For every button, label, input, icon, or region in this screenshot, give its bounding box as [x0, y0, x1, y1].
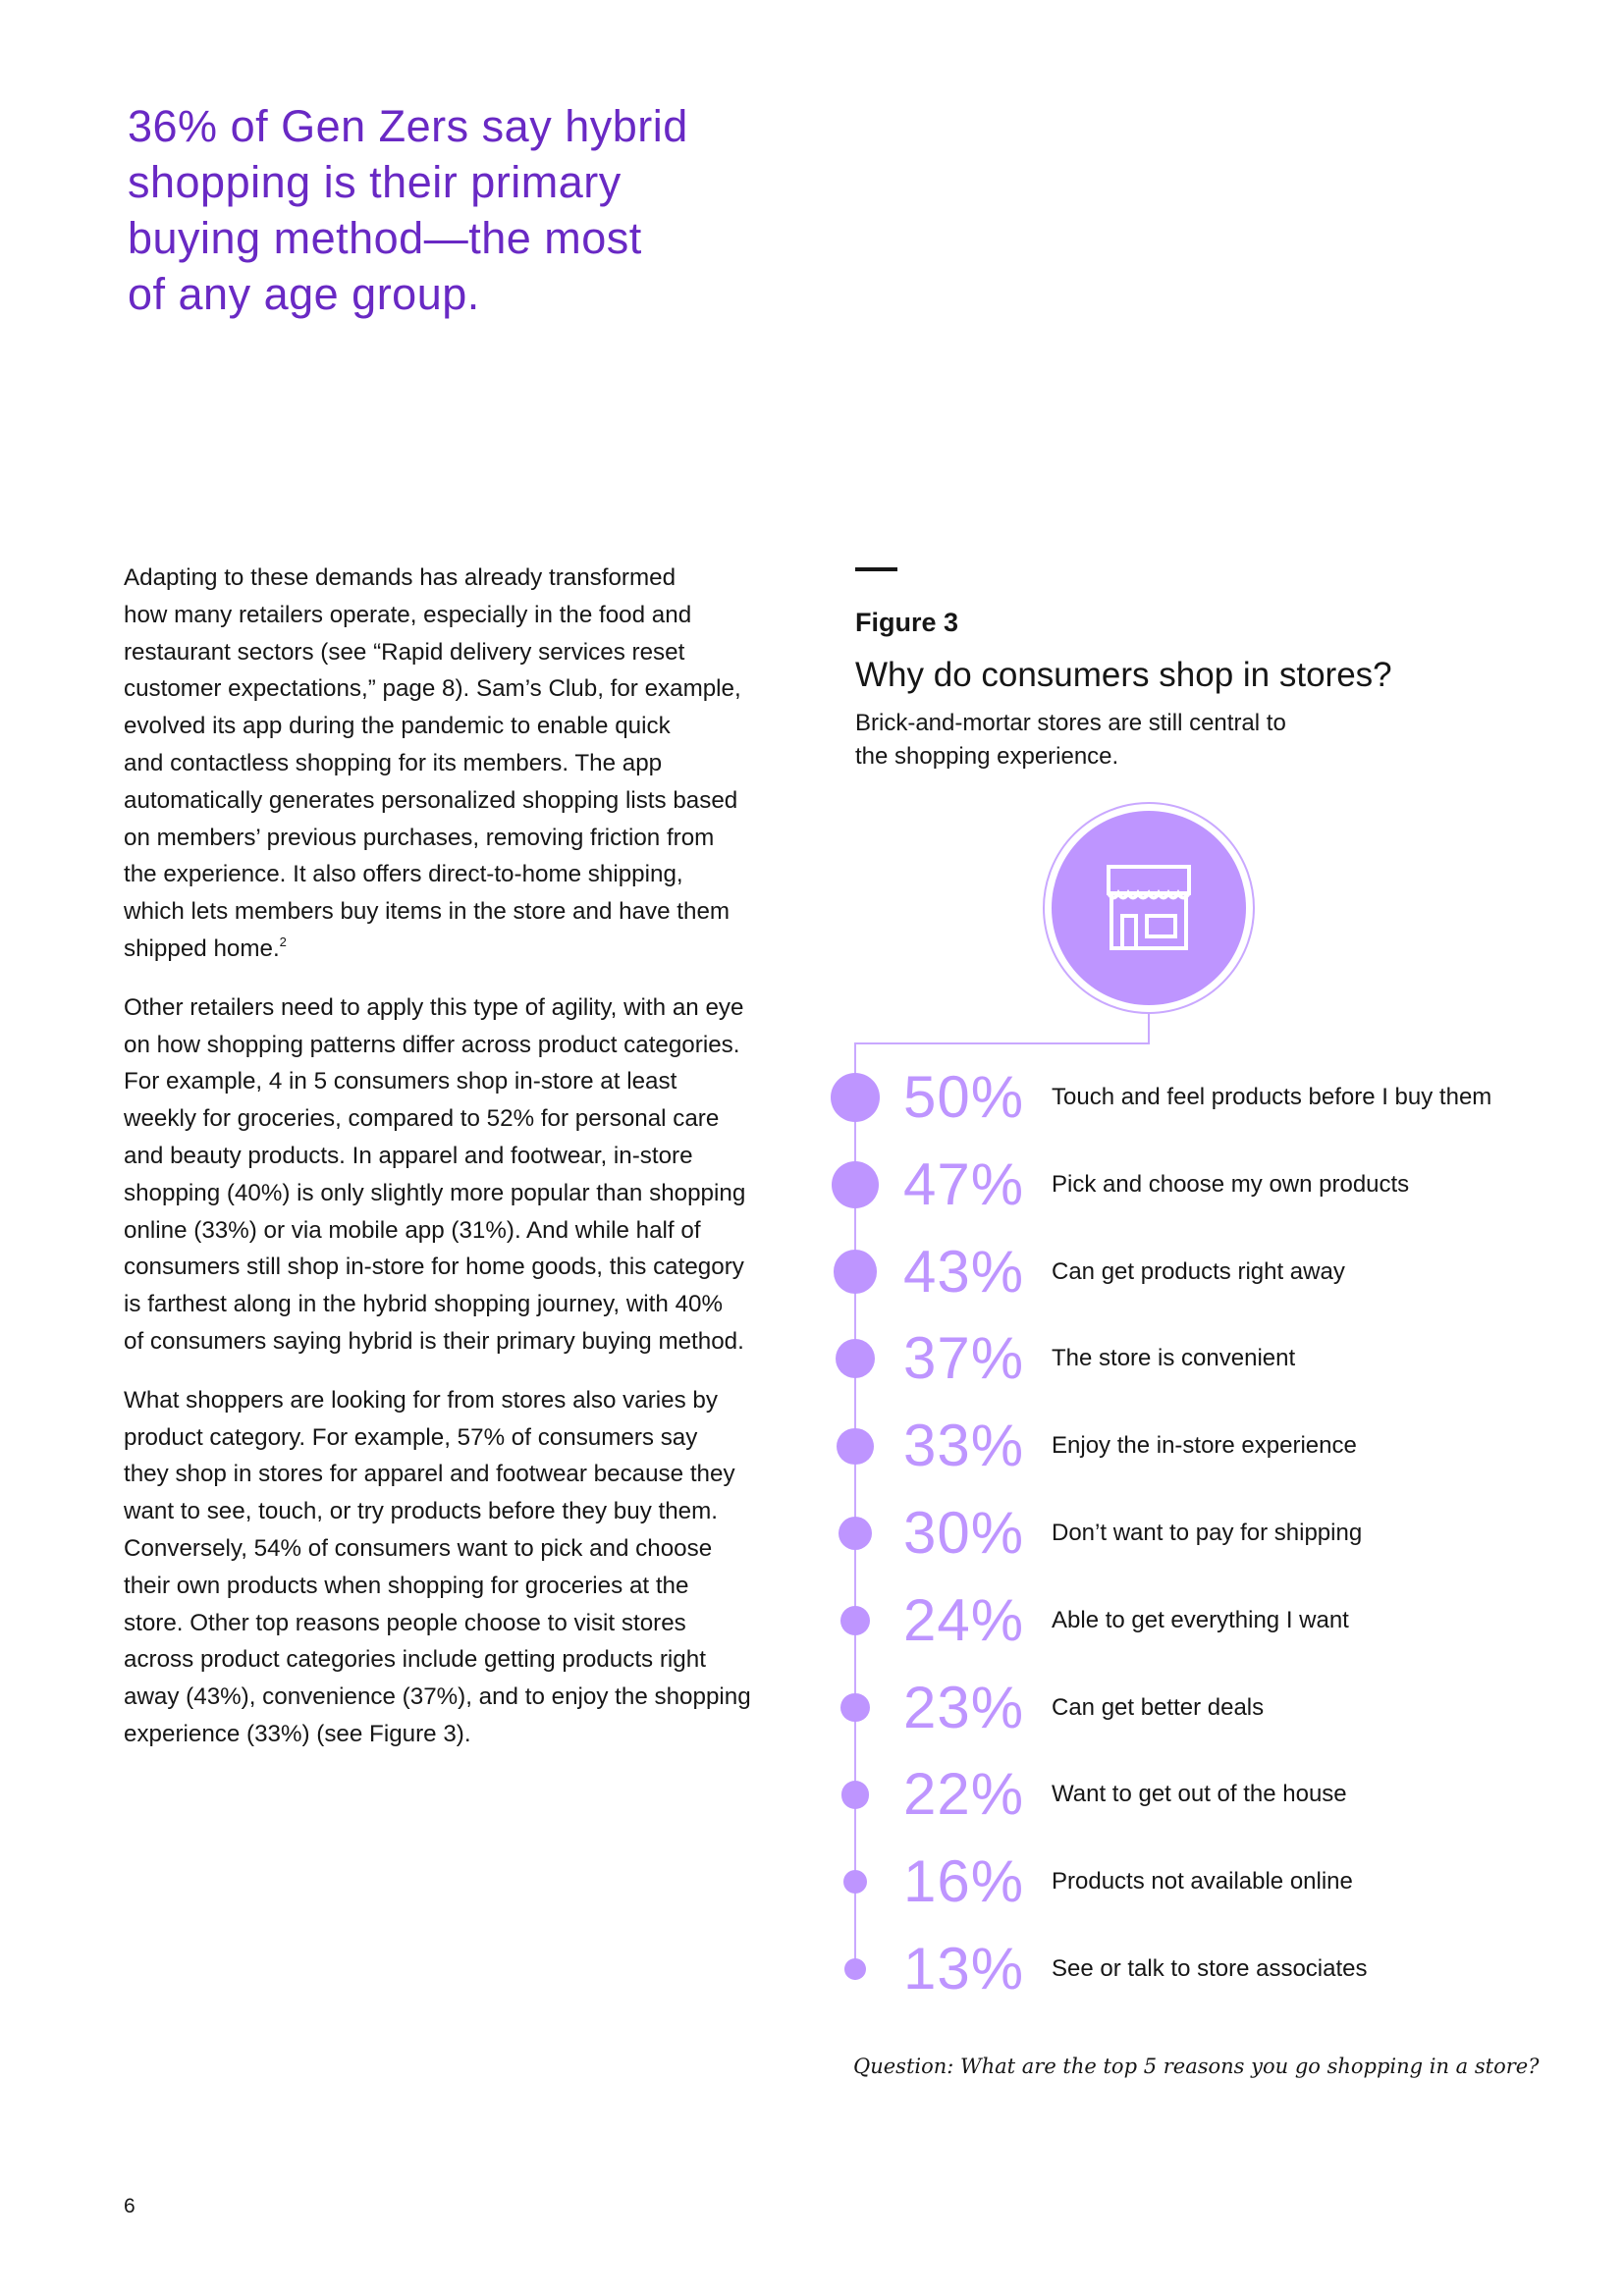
subtitle-line: Brick-and-mortar stores are still central to: [855, 710, 1286, 736]
reason-row: [825, 1581, 1532, 1660]
reason-label: Touch and feel products before I buy them: [1052, 1084, 1492, 1110]
reason-dot: [839, 1517, 873, 1551]
page-number: 6: [124, 2195, 135, 2217]
text-line: online (33%) or via mobile app (31%). And while half of: [124, 1216, 701, 1244]
reason-row: [825, 1058, 1532, 1137]
reason-row: [825, 1146, 1532, 1224]
reason-dot: [836, 1339, 875, 1378]
figure-question: Question: What are the top 5 reasons you go shopping in a store?: [853, 2055, 1540, 2078]
text-line: consumers still shop in-store for home goods, this category: [124, 1254, 744, 1281]
reason-dot: [831, 1073, 880, 1122]
text-line: is farthest along in the hybrid shopping journey, with 40%: [124, 1291, 723, 1318]
subtitle-line: the shopping experience.: [855, 743, 1119, 770]
text-line: and beauty products. In apparel and footwear, in-store: [124, 1142, 693, 1169]
reason-label: Products not available online: [1052, 1868, 1353, 1896]
text-line: evolved its app during the pandemic to enable quick: [124, 713, 671, 740]
footnote-marker[interactable]: 2: [279, 934, 287, 949]
reason-percent: 33%: [903, 1413, 1025, 1479]
reason-dot: [840, 1693, 870, 1723]
text-line: which lets members buy items in the store and have them: [124, 898, 731, 926]
pull-quote-line: of any age group.: [128, 269, 480, 319]
reason-row: [825, 1494, 1532, 1573]
pull-quote-line: 36% of Gen Zers say hybrid: [128, 101, 688, 151]
reason-label: Don’t want to pay for shipping: [1052, 1520, 1363, 1546]
figure-title: Why do consumers shop in stores?: [855, 656, 1392, 694]
reason-label: Pick and choose my own products: [1052, 1170, 1410, 1198]
reason-dot: [841, 1781, 870, 1809]
reason-label: Enjoy the in-store experience: [1052, 1432, 1357, 1460]
text-line: of consumers saying hybrid is their primary buying method.: [124, 1327, 744, 1355]
figure-label: Figure 3: [855, 608, 959, 637]
reason-label: Want to get out of the house: [1052, 1781, 1347, 1808]
reason-row: [825, 1669, 1532, 1747]
text-line: on how shopping patterns differ across product categories.: [124, 1031, 740, 1058]
reason-label: The store is convenient: [1052, 1345, 1296, 1372]
reason-percent: 24%: [903, 1586, 1025, 1653]
reason-percent: 47%: [903, 1150, 1025, 1217]
text-line: shopping (40%) is only slightly more popular than shopping: [124, 1179, 746, 1206]
reason-percent: 16%: [903, 1848, 1025, 1915]
reason-dot: [840, 1606, 870, 1635]
text-line: weekly for groceries, compared to 52% for personal care: [124, 1105, 720, 1133]
text-line: For example, 4 in 5 consumers shop in-store at least: [124, 1068, 677, 1095]
text-line: What shoppers are looking for from stores also varies by: [124, 1386, 718, 1414]
text-line: the experience. It also offers direct-to-home shipping,: [124, 861, 683, 888]
text-line: want to see, touch, or try products before they buy them.: [124, 1498, 719, 1525]
text-line: Conversely, 54% of consumers want to pick and choose: [124, 1534, 713, 1562]
reason-percent: 37%: [903, 1325, 1025, 1392]
reason-label: Can get products right away: [1052, 1257, 1345, 1285]
text-line: across product categories include getting products right: [124, 1646, 706, 1674]
reason-dot: [834, 1250, 878, 1294]
reason-row: [825, 1930, 1532, 2008]
text-line: Other retailers need to apply this type of agility, with an eye: [124, 993, 744, 1021]
reason-dot: [843, 1870, 867, 1894]
text-line: on members’ previous purchases, removing friction from: [124, 824, 715, 851]
reason-label: Can get better deals: [1052, 1693, 1265, 1721]
reason-dot: [844, 1958, 866, 1980]
text-line: how many retailers operate, especially in the food and: [124, 601, 692, 628]
text-line: restaurant sectors (see “Rapid delivery services reset: [124, 638, 685, 666]
text-line: experience (33%) (see Figure 3).: [124, 1720, 471, 1747]
reason-row: [825, 1842, 1532, 1921]
text-line: they shop in stores for apparel and footwear because they: [124, 1461, 735, 1488]
reason-percent: 22%: [903, 1761, 1025, 1828]
reason-percent: 50%: [903, 1064, 1025, 1130]
pull-quote-line: buying method—the most: [128, 213, 642, 263]
text-line: product category. For example, 57% of consumers say: [124, 1423, 698, 1451]
text-line: and contactless shopping for its members. The app: [124, 749, 663, 776]
reason-row: [825, 1755, 1532, 1834]
reason-row: [825, 1319, 1532, 1398]
reason-label: Able to get everything I want: [1052, 1606, 1349, 1633]
text-line: shipped home.: [124, 934, 280, 962]
text-line: customer expectations,” page 8). Sam’s Club, for example,: [124, 675, 741, 703]
reason-dot: [832, 1161, 879, 1208]
text-line: store. Other top reasons people choose to visit stores: [124, 1609, 686, 1636]
reason-row: [825, 1407, 1532, 1485]
reason-label: See or talk to store associates: [1052, 1955, 1368, 1982]
reason-dot: [837, 1428, 873, 1465]
reason-percent: 23%: [903, 1674, 1025, 1740]
reason-row: [825, 1233, 1532, 1311]
text-line: away (43%), convenience (37%), and to enjoy the shopping: [124, 1683, 751, 1711]
text-line: their own products when shopping for groceries at the: [124, 1572, 689, 1599]
text-line: automatically generates personalized shopping lists based: [124, 786, 738, 814]
pull-quote-line: shopping is their primary: [128, 157, 622, 207]
reason-percent: 30%: [903, 1500, 1025, 1566]
text-line: Adapting to these demands has already transformed: [124, 564, 677, 591]
reason-percent: 13%: [903, 1936, 1025, 2002]
reason-percent: 43%: [903, 1238, 1025, 1305]
